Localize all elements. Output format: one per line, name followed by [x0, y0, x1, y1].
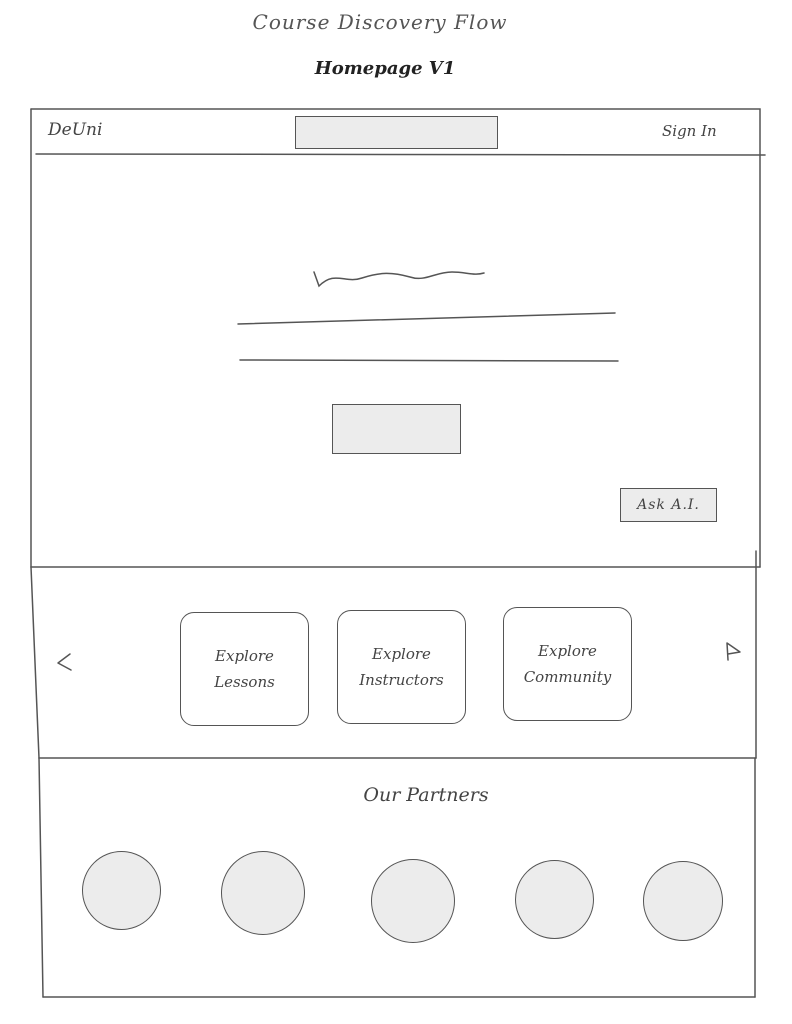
- search-input[interactable]: [295, 116, 498, 149]
- triangle-right-icon[interactable]: [723, 640, 743, 664]
- flow-title: Course Discovery Flow: [252, 10, 508, 34]
- page-subtitle: Homepage V1: [314, 58, 456, 79]
- hero-text-line-2: [240, 360, 618, 361]
- logo[interactable]: DeUni: [48, 120, 103, 140]
- partner-logo[interactable]: [371, 859, 455, 943]
- explore-lessons-card[interactable]: [180, 612, 309, 726]
- hero-cta-button[interactable]: [332, 404, 461, 454]
- partner-logo[interactable]: [515, 860, 594, 939]
- card-label-line1: Explore: [372, 645, 431, 663]
- card-label-line1: Explore: [215, 647, 274, 665]
- hero-headline-squiggle: [314, 272, 484, 286]
- card-label-line2: Instructors: [359, 671, 444, 689]
- partner-logo[interactable]: [643, 861, 723, 941]
- card-label-line2: Lessons: [214, 673, 275, 691]
- partners-heading: Our Partners: [363, 784, 489, 806]
- partner-logo[interactable]: [82, 851, 161, 930]
- triangle-left-icon[interactable]: [54, 650, 74, 674]
- explore-community-card[interactable]: [503, 607, 632, 721]
- card-label-line2: Community: [523, 668, 612, 686]
- partner-logo[interactable]: [221, 851, 305, 935]
- sign-in-link[interactable]: Sign In: [662, 122, 717, 140]
- ask-ai-button[interactable]: Ask A.I.: [620, 488, 717, 522]
- card-label-line1: Explore: [538, 642, 597, 660]
- explore-instructors-card[interactable]: [337, 610, 466, 724]
- hero-text-line-1: [238, 313, 615, 324]
